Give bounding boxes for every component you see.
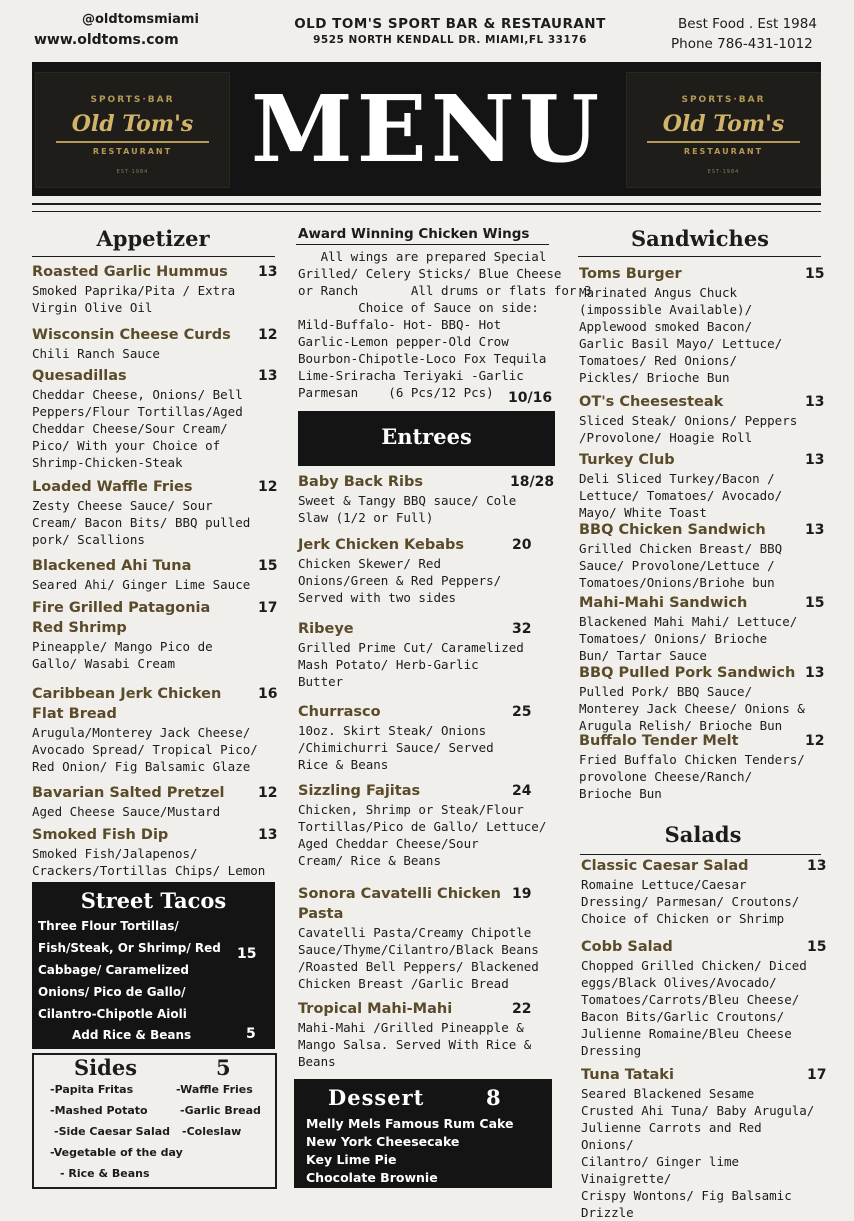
street-tacos-title: Street Tacos — [80, 888, 227, 913]
wings-underline — [296, 244, 549, 245]
menu-item — [579, 731, 819, 802]
item-price: 16 — [258, 686, 278, 702]
side-item: - Rice & Beans — [60, 1167, 150, 1180]
sandwiches-underline — [578, 256, 821, 257]
street-tacos-addon: Add Rice & Beans — [72, 1028, 192, 1042]
street-tacos-line: Onions/ Pico de Gallo/ — [38, 985, 186, 999]
item-name: Wisconsin Cheese Curds — [32, 327, 231, 343]
salads-title: Salads — [664, 822, 742, 847]
menu-item — [579, 264, 819, 386]
menu-item — [298, 781, 548, 869]
logo-swoosh — [647, 141, 800, 143]
item-name: BBQ Chicken Sandwich — [579, 522, 766, 538]
item-description: Fried Buffalo Chicken Tenders/ provolone Cheese/Ranch/ Brioche Bun — [579, 752, 805, 801]
divider-top — [32, 203, 821, 205]
wings-line: Bourbon-Chipotle-Loco Fox Tequila — [298, 351, 547, 366]
logo-right — [626, 72, 821, 188]
logo-est-text: EST·1984 — [116, 169, 149, 175]
item-name: Cobb Salad — [581, 939, 673, 955]
item-price: 13 — [805, 452, 825, 468]
menu-item — [579, 663, 819, 734]
menu-title: MENU — [250, 75, 604, 183]
item-name: Sizzling Fajitas — [298, 783, 421, 799]
item-name: Turkey Club — [579, 452, 675, 468]
item-price: 13 — [258, 827, 278, 843]
item-description: Arugula/Monterey Jack Cheese/ Avocado Spread/ Tropical Pico/ Red Onion/ Fig Balsamic Glaze — [32, 725, 258, 774]
item-name: Caribbean Jerk Chicken Flat Bread — [32, 686, 222, 722]
street-tacos-box — [32, 882, 275, 1049]
side-item: -Papita Fritas — [50, 1083, 134, 1096]
item-price: 17 — [807, 1067, 827, 1083]
item-description: Cavatelli Pasta/Creamy Chipotle Sauce/Thyme/Cilantro/Black Beans /Roasted Bell Peppers/ Blackened Chicken Breast /Garlic Bread — [298, 925, 539, 991]
item-name: Jerk Chicken Kebabs — [298, 537, 465, 553]
item-name: OT's Cheesesteak — [579, 394, 724, 410]
item-name: Smoked Fish Dip — [32, 827, 169, 843]
menu-item — [579, 593, 819, 664]
street-tacos-line: Cilantro-Chipotle Aioli — [38, 1007, 187, 1021]
item-name: Classic Caesar Salad — [581, 858, 749, 874]
entrees-title: Entrees — [381, 424, 472, 449]
item-price: 12 — [258, 327, 278, 343]
dessert-item: Key Lime Pie — [306, 1152, 397, 1167]
item-price: 13 — [805, 665, 825, 681]
item-name: Toms Burger — [579, 266, 682, 282]
dessert-price: 8 — [486, 1085, 501, 1110]
restaurant-name: OLD TOM'S SPORT BAR & RESTAURANT — [294, 16, 606, 32]
sides-title: Sides — [74, 1055, 138, 1080]
item-price: 12 — [258, 785, 278, 801]
street-tacos-line: Fish/Steak, Or Shrimp/ Red — [38, 941, 221, 955]
item-description: Chopped Grilled Chicken/ Diced eggs/Black Olives/Avocado/ Tomatoes/Carrots/Bleu Cheese/ Bacon Bits/Garlic Croutons/ Julienne Romaine/Bleu Cheese Dressing — [581, 958, 807, 1058]
wings-line: Garlic-Lemon pepper-Old Crow — [298, 334, 509, 349]
item-description: Grilled Chicken Breast/ BBQ Sauce/ Provolone/Lettuce / Tomatoes/Onions/Briohe bun — [579, 541, 783, 590]
wings-line: Mild-Buffalo- Hot- BBQ- Hot — [298, 317, 502, 332]
wings-price: 10/16 — [508, 390, 553, 406]
wings-line: Lime-Sriracha Teriyaki -Garlic — [298, 368, 524, 383]
wings-line: Parmesan (6 Pcs/12 Pcs) — [298, 385, 494, 400]
item-name: Ribeye — [298, 621, 354, 637]
logo-top-text: SPORTS·BAR — [681, 95, 766, 105]
item-price: 18/28 — [510, 474, 555, 490]
menu-item — [298, 535, 548, 606]
side-item: -Side Caesar Salad — [54, 1125, 171, 1138]
item-description: Smoked Fish/Jalapenos/ Crackers/Tortillas Chips/ Lemon — [32, 846, 266, 878]
item-description: Seared Blackened Sesame Crusted Ahi Tuna/ Baby Arugula/ Julienne Carrots and Red Onions/ Cilantro/ Ginger lime Vinaigrette/ Crispy Wontons/ Fig Balsamic Drizzle — [581, 1086, 815, 1220]
side-item: -Vegetable of the day — [50, 1146, 183, 1159]
item-description: Smoked Paprika/Pita / Extra Virgin Olive Oil — [32, 283, 236, 315]
item-description: Chicken Skewer/ Red Onions/Green & Red Peppers/ Served with two sides — [298, 556, 502, 605]
street-tacos-line: Three Flour Tortillas/ — [38, 919, 179, 933]
menu-item — [298, 884, 548, 992]
item-name: Blackened Ahi Tuna — [32, 558, 192, 574]
item-description: 10oz. Skirt Steak/ Onions /Chimichurri Sauce/ Served Rice & Beans — [298, 723, 494, 772]
menu-item — [32, 325, 277, 362]
wings-desc — [298, 248, 592, 401]
item-description: Sliced Steak/ Onions/ Peppers /Provolone/ Hoagie Roll — [579, 413, 798, 445]
item-description: Chili Ranch Sauce — [32, 346, 160, 361]
side-item: -Garlic Bread — [180, 1104, 261, 1117]
menu-item — [579, 392, 819, 446]
logo-bottom-text: RESTAURANT — [92, 147, 173, 156]
side-item: -Coleslaw — [182, 1125, 242, 1138]
item-price: 24 — [512, 783, 532, 799]
menu-item — [32, 262, 277, 316]
item-price: 13 — [805, 522, 825, 538]
salads-underline — [580, 854, 821, 855]
item-description: Cheddar Cheese, Onions/ Bell Peppers/Flour Tortillas/Aged Cheddar Cheese/Sour Cream/ Pico/ With your Choice of Shrimp-Chicken-Steak — [32, 387, 243, 470]
logo-top-text: SPORTS·BAR — [90, 95, 175, 105]
dessert-list — [306, 1115, 514, 1187]
item-price: 12 — [258, 479, 278, 495]
menu-item — [579, 450, 819, 521]
menu-item — [298, 702, 548, 773]
social-handle: @oldtomsmiami — [82, 12, 199, 27]
item-price: 13 — [805, 394, 825, 410]
item-price: 17 — [258, 600, 278, 616]
item-description: Deli Sliced Turkey/Bacon / Lettuce/ Tomatoes/ Avocado/ Mayo/ White Toast — [579, 471, 783, 520]
wings-line: Choice of Sauce on side: — [298, 300, 539, 315]
item-price: 19 — [512, 886, 532, 902]
item-description: Grilled Prime Cut/ Caramelized Mash Potato/ Herb-Garlic Butter — [298, 640, 524, 689]
item-description: Pulled Pork/ BBQ Sauce/ Monterey Jack Cheese/ Onions & Arugula Relish/ Brioche Bun — [579, 684, 805, 733]
logo-est-text: EST·1984 — [707, 169, 740, 175]
menu-item — [32, 598, 277, 672]
menu-item — [32, 783, 277, 820]
wings-line: or Ranch All drums or flats for 3 — [298, 283, 592, 298]
item-name: Quesadillas — [32, 368, 127, 384]
item-price: 20 — [512, 537, 532, 553]
item-price: 15 — [807, 939, 827, 955]
item-name: Roasted Garlic Hummus — [32, 264, 228, 280]
item-name: Fire Grilled Patagonia Red Shrimp — [32, 600, 211, 636]
item-name: Buffalo Tender Melt — [579, 733, 739, 749]
menu-item — [581, 937, 821, 1059]
item-price: 15 — [805, 595, 825, 611]
menu-item — [32, 825, 277, 879]
menu-item — [581, 1065, 821, 1221]
tagline: Best Food . Est 1984 — [678, 16, 817, 32]
item-description: Seared Ahi/ Ginger Lime Sauce — [32, 577, 251, 592]
menu-item — [298, 999, 548, 1070]
item-price: 22 — [512, 1001, 532, 1017]
item-description: Mahi-Mahi /Grilled Pineapple & Mango Salsa. Served With Rice & Beans — [298, 1020, 532, 1069]
item-price: 13 — [258, 368, 278, 384]
phone-number[interactable]: Phone 786-431-1012 — [671, 36, 813, 52]
divider-top-thin — [32, 211, 821, 212]
logo-name-text: Old Tom's — [662, 111, 785, 137]
item-description: Zesty Cheese Sauce/ Sour Cream/ Bacon Bits/ BBQ pulled pork/ Scallions — [32, 498, 251, 547]
item-price: 15 — [805, 266, 825, 282]
item-name: Loaded Waffle Fries — [32, 479, 193, 495]
menu-item — [32, 477, 277, 548]
wings-title: Award Winning Chicken Wings — [298, 226, 530, 242]
restaurant-address: 9525 NORTH KENDALL DR. MIAMI,FL 33176 — [313, 34, 587, 46]
dessert-item: Melly Mels Famous Rum Cake — [306, 1116, 514, 1131]
appetizer-title: Appetizer — [96, 226, 210, 251]
menu-item — [579, 520, 819, 591]
dessert-box — [294, 1079, 552, 1188]
item-price: 13 — [807, 858, 827, 874]
item-price: 12 — [805, 733, 825, 749]
item-description: Blackened Mahi Mahi/ Lettuce/ Tomatoes/ Onions/ Brioche Bun/ Tartar Sauce — [579, 614, 798, 663]
side-item: -Waffle Fries — [176, 1083, 253, 1096]
logo-swoosh — [56, 141, 209, 143]
wings-line: Grilled/ Celery Sticks/ Blue Cheese — [298, 266, 562, 281]
item-name: Tropical Mahi-Mahi — [298, 1001, 453, 1017]
sides-price: 5 — [216, 1055, 231, 1080]
item-price: 13 — [258, 264, 278, 280]
street-tacos-price: 15 — [237, 946, 257, 962]
item-description: Pineapple/ Mango Pico de Gallo/ Wasabi Cream — [32, 639, 213, 671]
item-description: Marinated Angus Chuck (impossible Available)/ Applewood smoked Bacon/ Garlic Basil Mayo/ Lettuce/ Tomatoes/ Red Onions/ Pickles/ Brioche Bun — [579, 285, 783, 385]
item-name: Churrasco — [298, 704, 381, 720]
item-description: Aged Cheese Sauce/Mustard — [32, 804, 221, 819]
dessert-item: New York Cheesecake — [306, 1134, 460, 1149]
item-description: Sweet & Tangy BBQ sauce/ Cole Slaw (1/2 or Full) — [298, 493, 517, 525]
website-link[interactable]: www.oldtoms.com — [34, 32, 179, 48]
menu-banner — [32, 62, 821, 196]
entrees-header — [298, 411, 555, 466]
item-description: Romaine Lettuce/Caesar Dressing/ Parmesan/ Croutons/ Choice of Chicken or Shrimp — [581, 877, 800, 926]
side-item: -Mashed Potato — [50, 1104, 148, 1117]
item-name: Baby Back Ribs — [298, 474, 423, 490]
sandwiches-title: Sandwiches — [630, 226, 770, 251]
item-name: Sonora Cavatelli Chicken Pasta — [298, 886, 501, 922]
street-tacos-desc — [38, 915, 221, 1025]
street-tacos-addon-price: 5 — [246, 1026, 256, 1042]
menu-item — [32, 556, 277, 593]
dessert-item: Chocolate Brownie — [306, 1170, 438, 1185]
wings-line: All wings are prepared Special — [298, 249, 547, 264]
item-name: BBQ Pulled Pork Sandwich — [579, 665, 796, 681]
item-name: Mahi-Mahi Sandwich — [579, 595, 748, 611]
item-description: Chicken, Shrimp or Steak/Flour Tortillas/Pico de Gallo/ Lettuce/ Aged Cheddar Cheese/Sour Cream/ Rice & Beans — [298, 802, 547, 868]
logo-left — [35, 72, 230, 188]
item-price: 15 — [258, 558, 278, 574]
item-price: 25 — [512, 704, 532, 720]
menu-item — [32, 684, 277, 775]
appetizer-underline — [32, 256, 275, 257]
logo-bottom-text: RESTAURANT — [683, 147, 764, 156]
item-price: 32 — [512, 621, 532, 637]
item-name: Bavarian Salted Pretzel — [32, 785, 225, 801]
menu-item — [581, 856, 821, 927]
menu-item — [32, 366, 277, 471]
item-name: Tuna Tataki — [581, 1067, 674, 1083]
dessert-title: Dessert — [328, 1085, 425, 1110]
sides-box — [32, 1053, 277, 1189]
street-tacos-line: Cabbage/ Caramelized — [38, 963, 189, 977]
menu-item — [298, 619, 548, 690]
logo-name-text: Old Tom's — [71, 111, 194, 137]
